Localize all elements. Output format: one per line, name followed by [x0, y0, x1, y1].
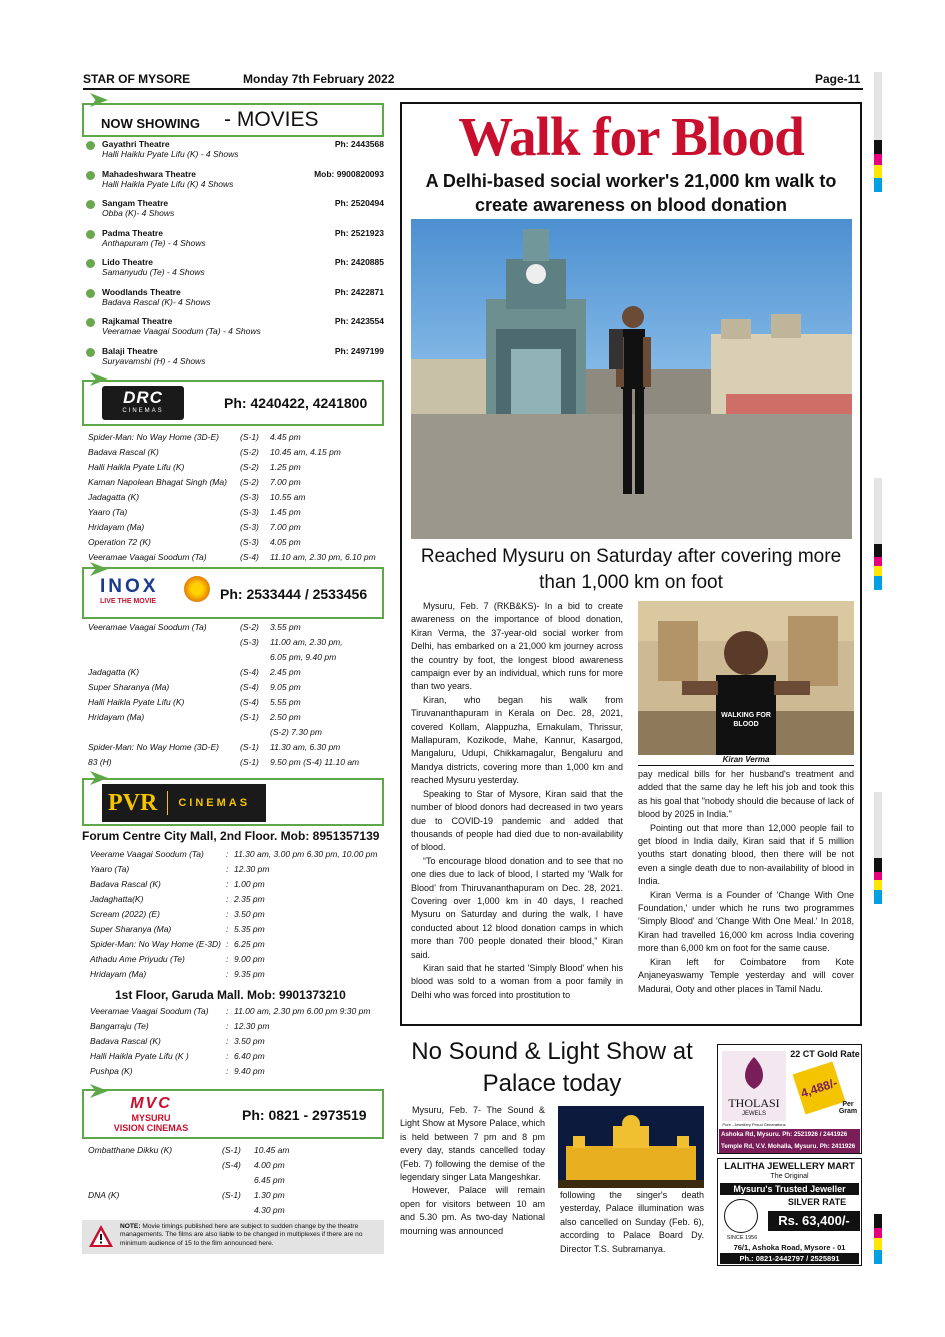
story-paragraph: Kiran said that he started 'Simply Blood' when his blood was sold to a woman from a poor family in Delhi who was forced into prostitution to	[411, 962, 623, 1000]
theatre-phone: Ph: 2422871	[334, 286, 384, 297]
showtimes: 3.50 pm	[234, 1035, 265, 1046]
showtimes: 11.30 am, 3.00 pm 6.30 pm, 10.00 pm	[234, 848, 378, 859]
showtime-row	[88, 694, 384, 709]
theatre-name: Gayathri Theatre	[102, 139, 170, 149]
note-text-wrap	[120, 1223, 382, 1248]
theatre-name: Sangam Theatre	[102, 198, 169, 208]
screen-label: :	[226, 893, 229, 904]
screen-label: :	[226, 878, 229, 889]
theatre-entry	[82, 169, 384, 199]
showtimes: 10.55 am	[270, 491, 306, 502]
mvc-logo	[96, 1095, 206, 1137]
showtime-row	[90, 1003, 384, 1018]
showtime-row	[90, 891, 384, 906]
page-number: Page-11	[815, 72, 861, 86]
showtimes: 9.05 pm	[270, 681, 301, 692]
film-title: Scream (2022) (E)	[90, 908, 160, 919]
showtime-row	[88, 679, 384, 694]
screen-label: :	[226, 968, 229, 979]
showtime-row	[88, 664, 384, 679]
showtimes: 12.30 pm	[234, 1020, 270, 1031]
reg-mark	[874, 1250, 882, 1264]
theatre-name: Lido Theatre	[102, 257, 154, 267]
lalitha-logo-icon	[724, 1199, 758, 1233]
screen-label: (S-2)	[240, 621, 259, 632]
inset-photo	[638, 601, 854, 755]
bullet-icon	[86, 259, 95, 268]
showtimes: 10.45 am, 4.15 pm	[270, 446, 341, 457]
main-col-1	[411, 600, 623, 1002]
gold-rate-label: 22 CT Gold Rate	[790, 1049, 860, 1059]
showtime-row	[88, 739, 384, 754]
screen-label: (S-3)	[240, 491, 259, 502]
inox-logo-text: INOX	[100, 576, 159, 597]
main-deck: A Delhi-based social worker's 21,000 km walk to create awareness on blood donation	[425, 171, 837, 215]
lalitha-name: LALITHA JEWELLERY MART	[724, 1161, 855, 1172]
showtime-row	[90, 1048, 384, 1063]
pvr-logo-text: PVR	[108, 789, 158, 816]
inox-logo	[100, 576, 212, 614]
gold-price: 4,488/-	[793, 1062, 846, 1115]
showtime-row	[88, 1202, 384, 1217]
masthead-rule	[83, 88, 863, 90]
theatre-entry	[82, 346, 384, 376]
silver-price: Rs. 63,400/-	[768, 1211, 860, 1231]
reg-mark	[874, 1214, 882, 1228]
screen-label: :	[226, 848, 229, 859]
tholasi-addr2: Temple Rd, V.V. Mohalla, Mysuru. Ph: 2411926	[721, 1143, 856, 1150]
theatre-name: Woodlands Theatre	[102, 286, 181, 297]
film-title: Ombatthane Dikku (K)	[88, 1144, 173, 1155]
screen-label: :	[226, 1005, 229, 1016]
showtime-row	[88, 459, 384, 474]
film-title: Yaaro (Ta)	[88, 506, 128, 517]
theatre-show: Obba (K)- 4 Shows	[102, 208, 175, 218]
showtimes: 1.45 pm	[270, 506, 301, 517]
showtime-row	[90, 846, 384, 861]
showtime-row	[88, 724, 384, 739]
palace-col-1	[400, 1104, 545, 1238]
palace-photo	[558, 1106, 704, 1188]
showtime-row	[88, 634, 384, 649]
film-title: Pushpa (K)	[90, 1065, 133, 1076]
theatre-show: Veeramae Vaagai Soodum (Ta) - 4 Shows	[102, 326, 261, 336]
theatre-phone: Ph: 2521923	[334, 227, 384, 238]
pvr-table-garuda	[90, 1003, 384, 1078]
film-title: Veeramae Vaagai Soodum (Ta)	[90, 1005, 209, 1016]
silver-rate-label: SILVER RATE	[787, 1197, 847, 1207]
screen-label: :	[226, 938, 229, 949]
theatre-phone: Ph: 2420885	[334, 257, 384, 267]
inox-phone: Ph: 2533444 / 2533456	[220, 586, 368, 602]
story-paragraph: Kiran left for Coimbatore from Kote Anjaneyaswamy Temple yesterday and will cover Madurai, Ooty and other places in Tamil Nadu.	[638, 956, 854, 994]
pvr-table-forum	[90, 846, 384, 981]
story-paragraph: Mysuru, Feb. 7 (RKB&KS)- In a bid to create awareness on the importance of blood donation, Kiran Verma, the 37-year-old social worker from Delhi, has embarked on a 21,000 km journey across the country by foot, the longest blood awareness campaign ever by an individual, which runs for more than two years.	[411, 601, 623, 692]
theatre-phone: Ph: 2497199	[334, 345, 384, 356]
screen-label: (S-2)	[240, 461, 259, 472]
showtimes: 1.30 pm	[254, 1189, 285, 1200]
tholasi-addresses	[719, 1129, 860, 1153]
film-title: Veeramae Vaagai Soodum (Ta)	[88, 621, 207, 632]
showtimes: 11.00 am, 2.30 pm 6.00 pm 9:30 pm	[234, 1005, 371, 1016]
showtime-row	[88, 709, 384, 724]
theatre-name: Balaji Theatre	[102, 345, 158, 356]
main-headline: Walk for Blood	[458, 106, 804, 167]
tholasi-brand: THOLASI	[728, 1096, 780, 1110]
paper-name: STAR OF MYSORE	[83, 72, 191, 86]
showtime-row	[90, 876, 384, 891]
film-title: 83 (H)	[88, 756, 112, 767]
film-title: Super Sharanya (Ma)	[90, 923, 172, 934]
reg-mark	[874, 890, 882, 904]
palace-headline: No Sound & Light Show at Palace today	[411, 1038, 693, 1097]
showtime-row	[88, 649, 384, 664]
story-paragraph: “To encourage blood donation and to see that no one dies due to lack of blood, I started my ‘Walk for Blood’ from Thiruvananthapuram on Dec. 28, 2021. Covering over 1,000 km in 40 days, I reached Mysuru on Saturday and during the walk, I have conducted about 12 blood donation camps in which more than 700 people donated their blood,” Kiran said.	[411, 855, 623, 960]
tholasi-addr1: Ashoka Rd, Mysuru. Ph: 2521926 / 2441926	[721, 1131, 848, 1138]
drc-logo-text: DRC	[123, 388, 163, 407]
film-title: Veerame Vaagai Soodum (Ta)	[90, 848, 204, 859]
screen-label: (S-3)	[240, 506, 259, 517]
film-title: Halli Haikla Pyate Lifu (K )	[90, 1050, 189, 1061]
drc-logo-sub: CINEMAS	[122, 408, 164, 414]
film-title: Halli Haikla Pyate Lifu (K)	[88, 461, 185, 472]
lalitha-since: SINCE 1956	[726, 1235, 758, 1241]
screen-label: :	[226, 863, 229, 874]
theatre-name: Padma Theatre	[102, 227, 163, 238]
lalitha-ad	[717, 1158, 862, 1266]
showtimes: 3.50 pm	[234, 908, 265, 919]
showtimes: 7.00 pm	[270, 521, 301, 532]
mvc-table	[88, 1142, 384, 1217]
bullet-icon	[86, 289, 95, 298]
screen-label: :	[226, 1035, 229, 1046]
showtimes: 4.30 pm	[254, 1204, 285, 1215]
drc-phone: Ph: 4240422, 4241800	[224, 395, 368, 411]
tshirt-text: WALKING FOR BLOOD	[721, 712, 771, 728]
screen-label: :	[226, 1020, 229, 1031]
bullet-icon	[86, 318, 95, 327]
showtimes: 7.00 pm	[270, 476, 301, 487]
showtimes: 6.25 pm	[234, 938, 265, 949]
film-title: Yaaro (Ta)	[90, 863, 130, 874]
screen-label: (S-1)	[240, 431, 259, 442]
screen-label: (S-1)	[240, 741, 259, 752]
screen-label: :	[226, 908, 229, 919]
inox-globe-icon	[184, 576, 210, 602]
reg-mark	[874, 544, 882, 558]
theatre-entry	[82, 316, 384, 346]
story-paragraph: However, Palace will remain open for visitors between 10 am and 5.30 pm. As two-day National mourning was announced	[400, 1185, 545, 1236]
film-title: Badava Rascal (K)	[90, 1035, 161, 1046]
film-title: Spider-Man: No Way Home (3D-E)	[88, 741, 220, 752]
showtime-row	[90, 1033, 384, 1048]
screen-label: (S-1)	[240, 711, 259, 722]
showtimes: 1.00 pm	[234, 878, 265, 889]
pvr-logo-divider	[167, 791, 168, 815]
screen-label: :	[226, 1050, 229, 1061]
reg-mark	[874, 165, 882, 179]
lalitha-phone: Ph.: 0821-2442797 / 2525891	[720, 1253, 859, 1264]
screen-label: (S-1)	[222, 1144, 241, 1155]
film-title: Operation 72 (K)	[88, 536, 151, 547]
showtime-row	[90, 921, 384, 936]
mvc-logo-line1: MYSURU	[131, 1113, 171, 1123]
screen-label: (S-2)	[240, 476, 259, 487]
screen-label: :	[226, 1065, 229, 1076]
theatre-list	[82, 139, 384, 375]
showtime-row	[88, 549, 384, 564]
theatre-show: Halli Haiklu Pyate Lifu (K) - 4 Shows	[102, 149, 239, 159]
drc-header	[82, 380, 384, 426]
lalitha-orig: The Original	[770, 1173, 809, 1180]
issue-date: Monday 7th February 2022	[243, 72, 395, 86]
film-title: Bangarraju (Te)	[90, 1020, 149, 1031]
tholasi-tagline: Pure...Jewellery Proud Generations	[722, 1122, 786, 1127]
showtimes: 11.30 am, 6.30 pm	[270, 741, 341, 752]
showtime-row	[88, 474, 384, 489]
story-paragraph: Mysuru, Feb. 7- The Sound & Light Show at Mysore Palace, which is held between 7 pm and 8 pm every day, stands cancelled today (Feb. 7) following the demise of the legendary singer Lata Mangeshkar.	[400, 1105, 545, 1183]
tholasi-logo	[722, 1051, 786, 1121]
showtime-row	[88, 1142, 384, 1157]
note-label: NOTE:	[120, 1223, 141, 1230]
showtimes: 2.50 pm	[270, 711, 301, 722]
tholasi-ad	[717, 1044, 862, 1154]
screen-label: (S-4)	[240, 696, 259, 707]
screen-label: (S-1)	[240, 756, 259, 767]
showtimes: 4.05 pm	[270, 536, 301, 547]
margin-strip	[874, 478, 882, 544]
film-title: Badava Rascal (K)	[90, 878, 161, 889]
story-paragraph: Speaking to Star of Mysore, Kiran said that the number of blood donors had decreased in two years due to COVID-19 pandemic and added that thousands of people had died due to non-availability of blood.	[411, 788, 623, 853]
screen-label: (S-4)	[222, 1159, 241, 1170]
showtime-row	[88, 534, 384, 549]
bullet-icon	[86, 230, 95, 239]
theatre-phone: Ph: 2423554	[334, 316, 384, 326]
theatre-show: Badava Rascal (K)- 4 Shows	[102, 296, 211, 307]
showtime-row	[88, 754, 384, 769]
screen-label: :	[226, 953, 229, 964]
showtimes: 5.55 pm	[270, 696, 301, 707]
showtimes: 10.45 am	[254, 1144, 290, 1155]
screen-label: :	[226, 923, 229, 934]
showtimes: 3.55 pm	[270, 621, 301, 632]
showtime-row	[90, 906, 384, 921]
story-paragraph: Kiran, who began his walk from Tiruvananthapuram in Kerala on Dec. 28, 2021, covered Kollam, Alappuzha, Ernakulam, Thrissur, Mallapuram, Kozikode, Mahe, Kannur, Kasargod, Mangaluru, Udupi, Chikkamagalur, Bengaluru and Mandya districts, covering more than 1,000 km and reached Mysuru yesterday.	[411, 694, 623, 786]
showtimes: 2.35 pm	[234, 893, 265, 904]
story-paragraph: pay medical bills for her husband's treatment and added that the same day he left his job and took this as his goal that "nobody should die because of lack of blood by 2025 in India."	[638, 769, 854, 820]
showtimes: (S-2) 7.30 pm	[270, 726, 322, 737]
tholasi-emblem-icon	[734, 1055, 774, 1091]
theatre-show: Suryavamshi (H) - 4 Shows	[102, 355, 206, 366]
showtimes: 1.25 pm	[270, 461, 301, 472]
screen-label: (S-1)	[222, 1189, 241, 1200]
screen-label: (S-3)	[240, 521, 259, 532]
movies-label: - MOVIES	[224, 108, 319, 131]
reg-mark	[874, 178, 882, 192]
showtimes: 6.40 pm	[234, 1050, 265, 1061]
showtimes: 4.00 pm	[254, 1159, 285, 1170]
bullet-icon	[86, 141, 95, 150]
film-title: Hridayam (Ma)	[90, 968, 147, 979]
story-paragraph: Kiran Verma is a Founder of 'Change With One Foundation,' under which he runs two programmes 'Simply Blood' and 'Change With One Meal.' In 2018, Kiran had travelled 16,000 km across India covering more than 6,000 km on foot for the same cause.	[638, 889, 854, 954]
pvr-venue-forum: Forum Centre City Mall, 2nd Floor. Mob: 8951357139	[82, 829, 380, 843]
film-title: Kaman Napolean Bhagat Singh (Ma)	[88, 476, 227, 487]
inox-header	[82, 567, 384, 619]
theatre-entry	[82, 198, 384, 228]
showtime-row	[88, 519, 384, 534]
photo-caption: Kiran Verma	[638, 755, 854, 766]
clock-tower-scene	[411, 219, 852, 539]
showtimes: 2.45 pm	[270, 666, 301, 677]
bullet-icon	[86, 171, 95, 180]
screen-label: (S-3)	[240, 636, 259, 647]
palace-illumination-scene	[558, 1106, 704, 1188]
film-title: Spider-Man: No Way Home (3D-E)	[88, 431, 220, 442]
reg-mark	[874, 576, 882, 590]
showtime-row	[88, 489, 384, 504]
theatre-show: Samanyudu (Te) - 4 Shows	[102, 267, 205, 277]
showtime-row	[88, 1157, 384, 1172]
reg-mark	[874, 858, 882, 872]
film-title: Badava Rascal (K)	[88, 446, 159, 457]
film-title: Halli Haikla Pyate Lifu (K)	[88, 696, 185, 707]
tholasi-sub: JEWELS	[741, 1111, 766, 1117]
showtime-row	[90, 1018, 384, 1033]
theatre-name: Mahadeshwara Theatre	[102, 168, 197, 179]
film-title: Jadagatta (K)	[88, 491, 140, 502]
screen-label: (S-4)	[240, 666, 259, 677]
mvc-logo-text: MVC	[130, 1095, 172, 1112]
showtimes: 9.50 pm (S-4) 11.10 am	[270, 756, 360, 767]
showtime-row	[88, 504, 384, 519]
film-title: Jadagatta (K)	[88, 666, 140, 677]
inox-table	[88, 619, 384, 769]
theatre-show: Halli Haikla Pyate Lifu (K) 4 Shows	[102, 178, 234, 189]
mvc-header	[82, 1089, 384, 1139]
pvr-logo	[102, 784, 266, 822]
margin-strip	[874, 792, 882, 858]
theatre-show: Anthapuram (Te) - 4 Shows	[102, 237, 206, 248]
film-title: Spider-Man: No Way Home (E-3D)	[90, 938, 222, 949]
screen-label: (S-2)	[240, 446, 259, 457]
pvr-logo-sub: CINEMAS	[178, 797, 251, 809]
film-title: DNA (K)	[88, 1189, 120, 1200]
palace-col-2: following the singer's death yesterday, Palace illumination was also cancelled on Sunday (Feb. 6), according to Palace Board Dy. Director T.S. Subramanya.	[560, 1190, 704, 1254]
drc-table	[88, 429, 384, 564]
showtime-row	[88, 619, 384, 634]
showtime-row	[90, 861, 384, 876]
film-title: Hridayam (Ma)	[88, 521, 145, 532]
film-title: Jadaghatta(K)	[90, 893, 144, 904]
theatre-phone: Ph: 2443568	[334, 139, 384, 149]
story-paragraph: Pointing out that more than 12,000 people fail to get blood in India daily, Kiran said that if 5 million youths start donating blood, then there will be not even a single death due to non-availability of blood in India.	[638, 822, 854, 887]
theatre-entry	[82, 287, 384, 317]
showtimes: 9.00 pm	[234, 953, 265, 964]
gold-unit: Per Gram	[838, 1101, 858, 1115]
main-photo	[411, 219, 852, 539]
showtimes: 6.45 pm	[254, 1174, 285, 1185]
mvc-logo-line2: VISION CINEMAS	[113, 1123, 189, 1133]
showtimes: 4.45 pm	[270, 431, 301, 442]
pvr-header	[82, 778, 384, 826]
reg-mark	[874, 140, 882, 154]
theatre-phone: Mob: 9900820093	[314, 168, 384, 179]
showtimes: 9.35 pm	[234, 968, 265, 979]
showtime-row	[88, 429, 384, 444]
mvc-phone: Ph: 0821 - 2973519	[242, 1107, 367, 1123]
theatre-entry	[82, 139, 384, 169]
showtime-row	[88, 1187, 384, 1202]
main-subhead: Reached Mysuru on Saturday after covering more than 1,000 km on foot	[420, 546, 842, 593]
theatre-name: Rajkamal Theatre	[102, 316, 173, 326]
showtime-row	[88, 1172, 384, 1187]
note-box	[82, 1220, 384, 1254]
lalitha-addr: 76/1, Ashoka Road, Mysore - 01	[733, 1243, 846, 1252]
main-col-2	[638, 768, 854, 996]
showtime-row	[88, 444, 384, 459]
lalitha-trust: Mysuru's Trusted Jeweller	[720, 1183, 859, 1195]
drc-logo	[102, 386, 184, 420]
now-showing-label: NOW SHOWING	[101, 116, 200, 131]
note-text: Movie timings published here are subject to sudden change by the theatre managements. The films are also liable to be changed in multiplexes if there are no minimum audience of 15 to the film announced here.	[120, 1223, 363, 1247]
theatre-entry	[82, 257, 384, 287]
showtimes: 9.40 pm	[234, 1065, 265, 1076]
showtime-row	[90, 966, 384, 981]
showtime-row	[90, 951, 384, 966]
showtimes: 11.00 am, 2.30 pm,	[270, 636, 343, 647]
showtimes: 11.10 am, 2.30 pm, 6.10 pm	[270, 551, 376, 562]
screen-label: (S-4)	[240, 681, 259, 692]
showtime-row	[90, 936, 384, 951]
pvr-venue-garuda: 1st Floor, Garuda Mall. Mob: 9901373210	[115, 988, 346, 1002]
screen-label: (S-3)	[240, 536, 259, 547]
showtime-row	[90, 1063, 384, 1078]
showtimes: 5.35 pm	[234, 923, 265, 934]
bullet-icon	[86, 348, 95, 357]
bullet-icon	[86, 200, 95, 209]
showtimes: 12.30 pm	[234, 863, 270, 874]
screen-label: (S-4)	[240, 551, 259, 562]
film-title: Veeramae Vaagai Soodum (Ta)	[88, 551, 207, 562]
film-title: Super Sharanya (Ma)	[88, 681, 170, 692]
showtimes: 6.05 pm, 9.40 pm	[270, 651, 337, 662]
theatre-phone: Ph: 2520494	[334, 198, 384, 208]
now-showing-header	[82, 103, 384, 137]
portrait-scene	[638, 601, 854, 755]
warning-icon	[88, 1224, 114, 1248]
inox-logo-sub: LIVE THE MOVIE	[100, 598, 157, 605]
margin-strip	[874, 72, 882, 140]
theatre-entry	[82, 228, 384, 258]
film-title: Hridayam (Ma)	[88, 711, 145, 722]
film-title: Athadu Ame Priyudu (Te)	[90, 953, 185, 964]
